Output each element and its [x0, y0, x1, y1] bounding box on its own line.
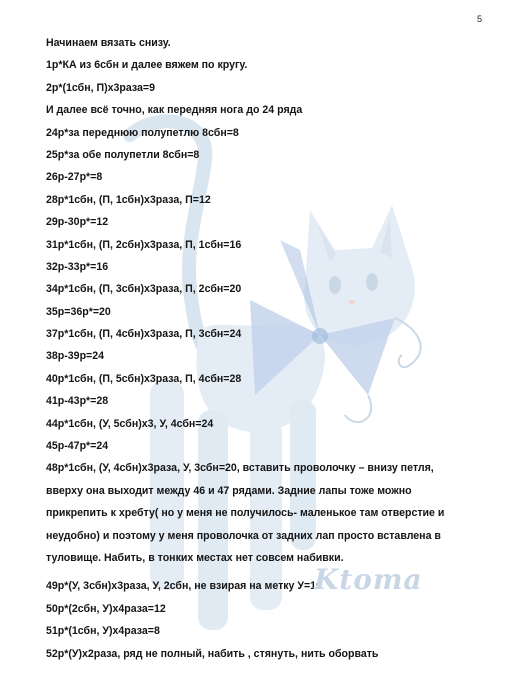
text-line: 49р*(У, 3сбн)х3раза, У, 2сбн, не взирая на метку У=16 — [46, 580, 322, 593]
paragraph-line: 48р*1сбн, (У, 4сбн)х3раза, У, 3сбн=20, вставить проволочку – внизу петля, — [46, 462, 434, 475]
text-line: 35р=36р*=20 — [46, 305, 111, 318]
paragraph-line: неудобно) и поэтому у меня проволочка от задних лап просто вставлена в — [46, 529, 441, 542]
text-line: 1р*КА из 6сбн и далее вяжем по кругу. — [46, 59, 248, 72]
row-49-line — [46, 563, 476, 597]
instructions-text — [46, 36, 476, 669]
paragraph-line: туловище. Набить, в тонких местах нет совсем набивки. — [46, 551, 344, 564]
text-line: 52р*(У)х2раза, ряд не полный, набить , стянуть, нить оборвать — [46, 647, 379, 660]
text-line: 32р-33р*=16 — [46, 260, 109, 273]
text-line: 26р-27р*=8 — [46, 171, 103, 184]
text-line: 37р*1сбн, (П, 4сбн)х3раза, П, 3сбн=24 — [46, 328, 242, 341]
text-line: 50р*(2сбн, У)х4раза=12 — [46, 602, 166, 615]
text-line: 28р*1сбн, (П, 1сбн)х3раза, П=12 — [46, 193, 211, 206]
text-line: И далее всё точно, как передняя нога до 24 ряда — [46, 104, 303, 117]
text-line: 25р*за обе полупетли 8сбн=8 — [46, 148, 200, 161]
text-line: Начинаем вязать снизу. — [46, 37, 171, 49]
text-line: 51р*(1сбн, У)х4раза=8 — [46, 625, 160, 638]
text-line: 2р*(1сбн, П)х3раза=9 — [46, 81, 155, 94]
text-line: 29р-30р*=12 — [46, 216, 109, 229]
text-line: 40р*1сбн, (П, 5сбн)х3раза, П, 4сбн=28 — [46, 372, 242, 385]
paragraph-line: вверху она выходит между 46 и 47 рядами. Задние лапы тоже можно — [46, 484, 412, 497]
text-line: 38р-39р=24 — [46, 350, 105, 363]
paragraph-line: прикрепить к хребту( но у меня не получилось- маленькое там отверстие и — [46, 507, 445, 520]
text-line: 24р*за переднюю полупетлю 8сбн=8 — [46, 126, 239, 139]
page-number: 5 — [476, 14, 482, 24]
text-line: 41р-43р*=28 — [46, 395, 109, 408]
text-line: 45р-47р*=24 — [46, 440, 109, 453]
author-signature: Ktoma — [313, 563, 423, 597]
text-line: 34р*1сбн, (П, 3сбн)х3раза, П, 2сбн=20 — [46, 283, 242, 296]
text-line: 44р*1сбн, (У, 5сбн)х3, У, 4сбн=24 — [46, 417, 214, 430]
paragraph-row-48 — [46, 461, 476, 565]
text-line: 31р*1сбн, (П, 2сбн)х3раза, П, 1сбн=16 — [46, 238, 242, 251]
